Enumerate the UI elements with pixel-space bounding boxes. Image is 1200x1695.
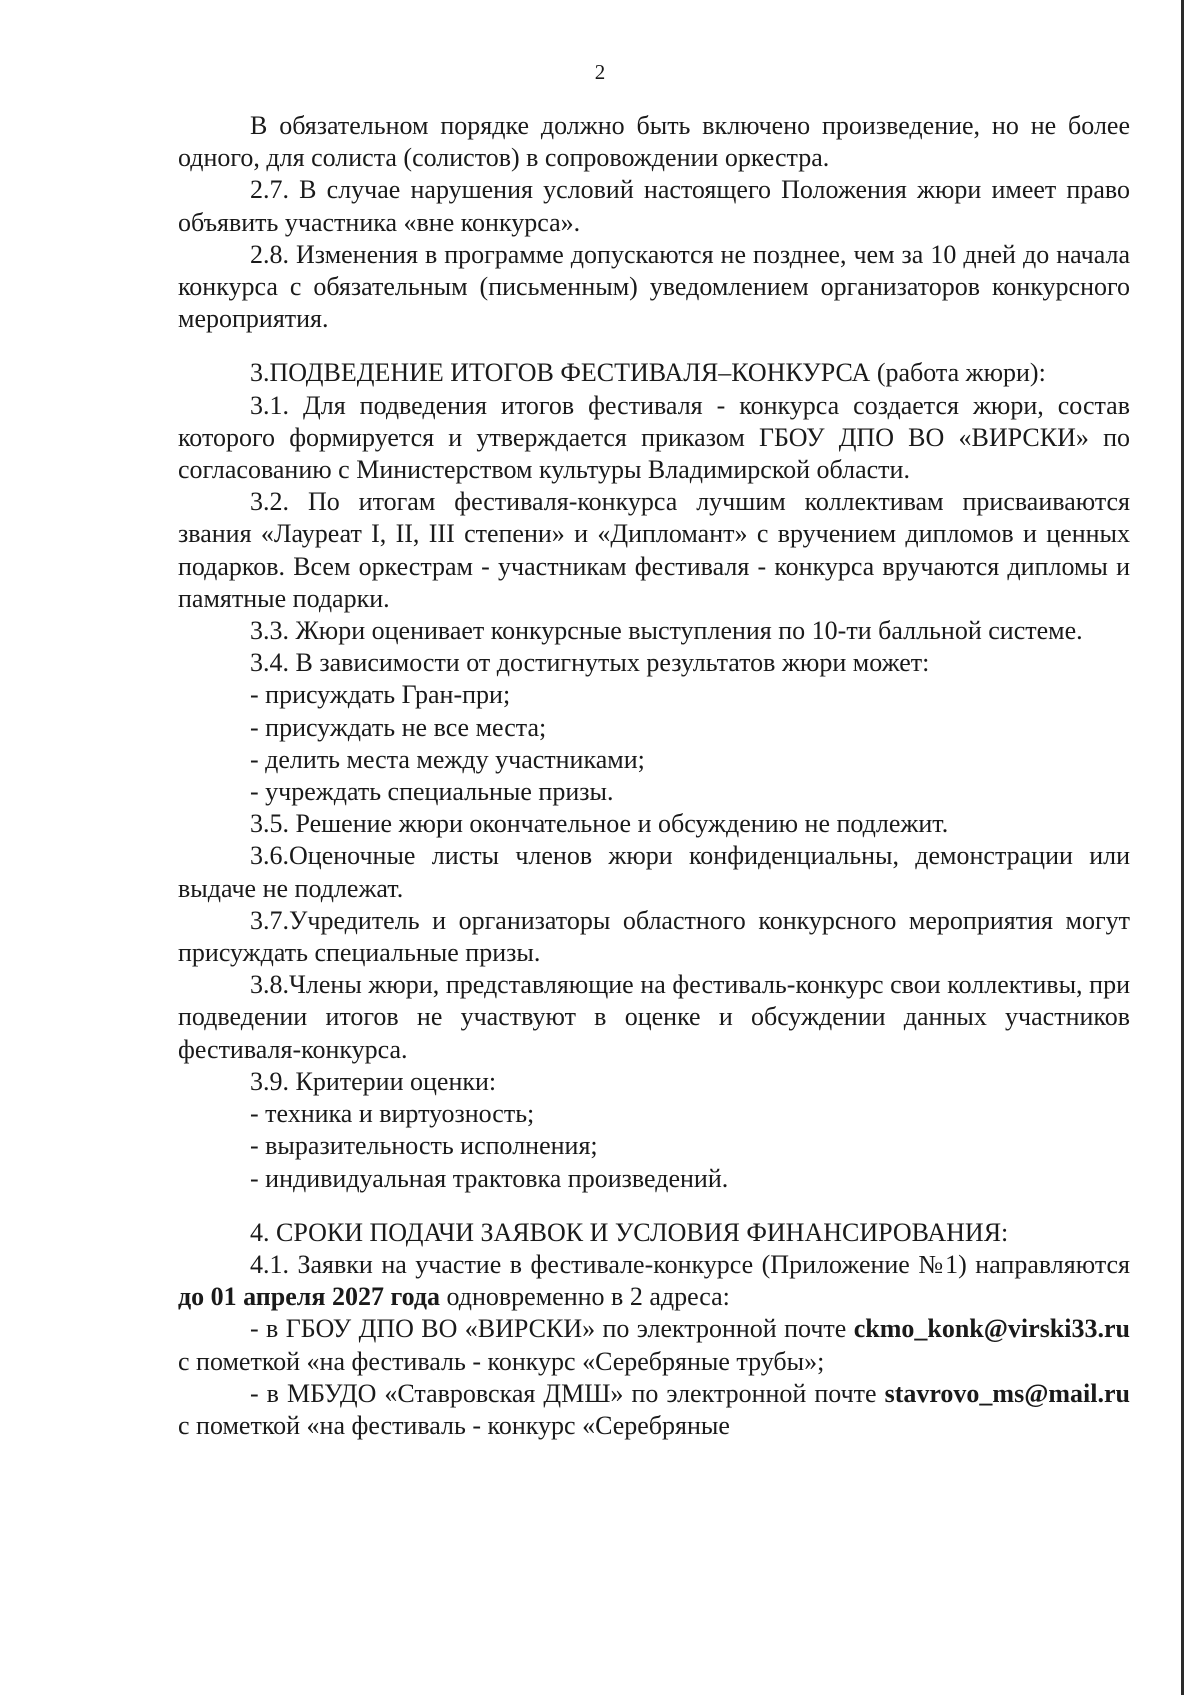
paragraph-3-4: 3.4. В зависимости от достигнутых результатов жюри может: xyxy=(250,648,930,678)
section-3-heading: 3.ПОДВЕДЕНИЕ ИТОГОВ ФЕСТИВАЛЯ–КОНКУРСА (работа жюри): xyxy=(250,358,1046,388)
deadline-date: до 01 апреля 2027 года xyxy=(178,1282,441,1312)
paragraph-3-5: 3.5. Решение жюри окончательное и обсуждению не подлежит. xyxy=(250,809,949,839)
section-4-heading: 4. СРОКИ ПОДАЧИ ЗАЯВОК И УСЛОВИЯ ФИНАНСИРОВАНИЯ: xyxy=(250,1217,1009,1247)
paragraph-2-8: 2.8. Изменения в программе допускаются не позднее, чем за 10 дней до начала конкурса с обязательным (письменным) уведомлением организаторов конкурсного мероприятия. xyxy=(178,239,1130,334)
page-edge-line xyxy=(1181,0,1184,1695)
paragraph-3-1: 3.1. Для подведения итогов фестиваля - конкурса создается жюри, состав которого формируется и утверждается приказом ГБОУ ДПО ВО «ВИРСКИ» по согласованию с Министерством культуры Владимирской области. xyxy=(178,390,1130,485)
address-virski-text: - в ГБОУ ДПО ВО «ВИРСКИ» по электронной почте xyxy=(250,1314,854,1344)
list-item: - техника и виртуозность; xyxy=(250,1099,535,1129)
document-body xyxy=(178,110,1130,1442)
paragraph-3-3: 3.3. Жюри оценивает конкурсные выступления по 10-ти балльной системе. xyxy=(250,616,1083,646)
paragraph-obligatory-piece: В обязательном порядке должно быть включено произведение, но не более одного, для солиста (солистов) в сопровождении оркестра. xyxy=(178,111,1130,173)
paragraph-3-9: 3.9. Критерии оценки: xyxy=(250,1066,497,1096)
list-item: - выразительность исполнения; xyxy=(250,1131,598,1161)
paragraph-4-1-text-end: одновременно в 2 адреса: xyxy=(440,1282,730,1312)
paragraph-4-1 xyxy=(178,1249,1130,1313)
address-stavrovo xyxy=(178,1378,1130,1442)
address-stavrovo-note: с пометкой «на фестиваль - конкурс «Серебряные xyxy=(178,1410,730,1440)
address-virski-note: с пометкой «на фестиваль - конкурс «Серебряные трубы»; xyxy=(178,1346,825,1376)
paragraph-3-2: 3.2. По итогам фестиваля-конкурса лучшим коллективам присваиваются звания «Лауреат I, II, III степени» и «Дипломант» с вручением дипломов и ценных подарков. Всем оркестрам - участникам фестиваля - конкурса вручаются дипломы и памятные подарки. xyxy=(178,487,1130,613)
list-item: - учреждать специальные призы. xyxy=(250,777,614,807)
email-virski-link[interactable]: ckmo_konk@virski33.ru xyxy=(853,1314,1130,1344)
paragraph-4-1-text: 4.1. Заявки на участие в фестивале-конкурсе (Приложение №1) направляются xyxy=(250,1249,1130,1279)
list-item: - делить места между участниками; xyxy=(250,744,645,774)
list-item: - присуждать Гран-при; xyxy=(250,680,511,710)
address-stavrovo-text: - в МБУДО «Ставровская ДМШ» по электронной почте xyxy=(250,1378,885,1408)
paragraph-3-8: 3.8.Члены жюри, представляющие на фестиваль-конкурс свои коллективы, при подведении итогов не участвуют в оценке и обсуждении данных участников фестиваля-конкурса. xyxy=(178,970,1130,1064)
page-number: 2 xyxy=(594,60,606,84)
list-item: - присуждать не все места; xyxy=(250,712,547,742)
paragraph-3-6: 3.6.Оценочные листы членов жюри конфиденциальны, демонстрации или выдаче не подлежат. xyxy=(178,841,1130,903)
paragraph-3-7: 3.7.Учредитель и организаторы областного конкурсного мероприятия могут присуждать специальные призы. xyxy=(178,905,1130,968)
paragraph-2-7: 2.7. В случае нарушения условий настоящего Положения жюри имеет право объявить участника «вне конкурса». xyxy=(178,175,1130,237)
address-virski xyxy=(178,1313,1130,1377)
email-stavrovo-link[interactable]: stavrovo_ms@mail.ru xyxy=(884,1378,1130,1408)
list-item: - индивидуальная трактовка произведений. xyxy=(250,1163,729,1193)
